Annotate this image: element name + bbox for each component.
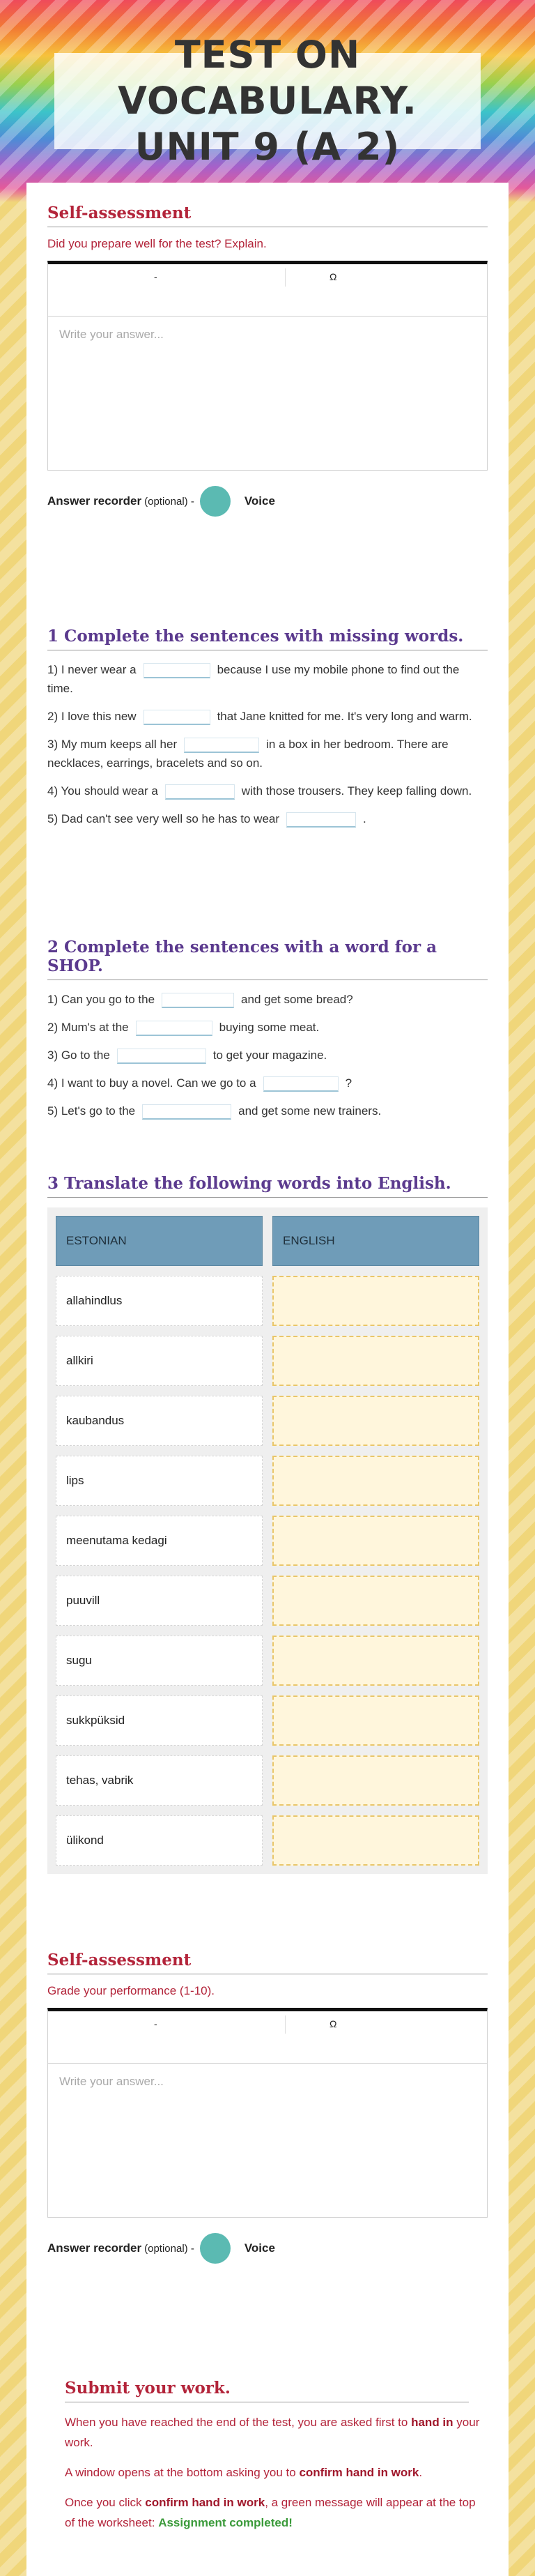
section-title: Self-assessment (47, 204, 488, 227)
english-answer-input[interactable] (272, 1336, 479, 1386)
answer-recorder (47, 2233, 488, 2264)
estonian-word: lips (56, 1456, 263, 1506)
sentence-text: and get some new trainers. (238, 1104, 382, 1118)
self-assessment-1 (47, 204, 488, 517)
header-banner (54, 33, 481, 169)
table-row (56, 1396, 479, 1446)
answer-textarea[interactable]: Write your answer... (59, 2075, 164, 2088)
answer-editor[interactable] (47, 2008, 488, 2218)
english-answer-input[interactable] (272, 1516, 479, 1566)
sentence-text: . (363, 812, 366, 825)
section-title: 1 Complete the sentences with missing words. (47, 627, 488, 650)
instruction-text: Once you click (65, 2496, 142, 2509)
title-line-2: UNIT 9 (A 2) (134, 125, 401, 169)
sentence-text: 3) My mum keeps all her (47, 738, 178, 751)
voice-label: Voice (244, 2241, 275, 2255)
table-row (56, 1276, 479, 1326)
section-title: Self-assessment (47, 1951, 488, 1974)
english-answer-input[interactable] (272, 1636, 479, 1686)
section-3 (47, 1174, 488, 1874)
editor-toolbar (48, 264, 487, 317)
table-row (56, 1516, 479, 1566)
estonian-word: allahindlus (56, 1276, 263, 1326)
sentence-text: and get some bread? (241, 993, 353, 1006)
blank-input[interactable] (263, 1076, 339, 1092)
title-line-1: TEST ON VOCABULARY. (118, 33, 417, 123)
table-row (56, 1456, 479, 1506)
section-2 (47, 938, 488, 1129)
english-answer-input[interactable] (272, 1276, 479, 1326)
toolbar-divider (285, 268, 286, 287)
special-characters-button[interactable]: Ω (329, 271, 337, 282)
sentence-text: 4) You should wear a (47, 784, 158, 798)
estonian-word: puuvill (56, 1576, 263, 1626)
estonian-word: sukkpüksid (56, 1695, 263, 1746)
sentence-item (47, 735, 488, 772)
blank-input[interactable] (162, 993, 234, 1008)
sentence-text: with those trousers. They keep falling down. (241, 784, 472, 798)
instruction-emphasis: confirm hand in work (299, 2466, 419, 2479)
instruction-text: . (419, 2466, 423, 2479)
section-title: 2 Complete the sentences with a word for a SHOP. (47, 938, 488, 980)
sentence-item (47, 1102, 488, 1120)
format-button[interactable]: - (154, 2018, 157, 2029)
sentence-item (47, 707, 488, 726)
sentence-text: in a box in her bedroom. There are necklaces, earrings, bracelets and so on. (47, 738, 449, 770)
estonian-word: tehas, vabrik (56, 1755, 263, 1806)
sentence-item (47, 1074, 488, 1092)
answer-recorder (47, 486, 488, 517)
answer-editor[interactable] (47, 261, 488, 471)
special-characters-button[interactable]: Ω (329, 2018, 337, 2029)
blank-input[interactable] (144, 710, 210, 725)
table-row (56, 1695, 479, 1746)
instruction-text: your work. (65, 2416, 480, 2449)
recorder-optional: (optional) - (144, 2242, 194, 2255)
voice-label: Voice (244, 494, 275, 508)
instruction-text: When you have reached the end of the test, you are asked first to (65, 2416, 408, 2429)
english-answer-input[interactable] (272, 1695, 479, 1746)
format-button[interactable]: - (154, 271, 157, 282)
english-answer-input[interactable] (272, 1456, 479, 1506)
blank-input[interactable] (117, 1049, 206, 1064)
table-header-row (56, 1216, 479, 1266)
estonian-word: sugu (56, 1636, 263, 1686)
table-row (56, 1576, 479, 1626)
submit-instructions (65, 2379, 505, 2543)
sentence-item (47, 1018, 488, 1037)
sentence-text: 4) I want to buy a novel. Can we go to a (47, 1076, 256, 1090)
page-title (54, 32, 481, 170)
recorder-label: Answer recorder (47, 494, 142, 508)
table-row (56, 1815, 479, 1866)
translation-table (47, 1207, 488, 1874)
sentence-text: 3) Go to the (47, 1049, 110, 1062)
sentence-item (47, 809, 488, 828)
recorder-label: Answer recorder (47, 2241, 142, 2255)
blank-input[interactable] (286, 812, 356, 828)
sentence-item (47, 782, 488, 800)
english-answer-input[interactable] (272, 1755, 479, 1806)
sentence-text: to get your magazine. (212, 1049, 327, 1062)
instruction-emphasis: hand in (411, 2416, 453, 2429)
instruction-text: A window opens at the bottom asking you to (65, 2466, 296, 2479)
section-title: Submit your work. (65, 2379, 469, 2402)
sentence-text: 2) Mum's at the (47, 1021, 129, 1034)
editor-toolbar (48, 2011, 487, 2064)
sentence-text: 5) Let's go to the (47, 1104, 136, 1118)
column-header-estonian: ESTONIAN (56, 1216, 263, 1266)
sentence-text: that Jane knitted for me. It's very long and warm. (217, 710, 472, 723)
sentence-text: 5) Dad can't see very well so he has to wear (47, 812, 280, 825)
sentence-text: 1) Can you go to the (47, 993, 155, 1006)
estonian-word: kaubandus (56, 1396, 263, 1446)
estonian-word: ülikond (56, 1815, 263, 1866)
table-row (56, 1636, 479, 1686)
sentence-text: buying some meat. (219, 1021, 320, 1034)
english-answer-input[interactable] (272, 1396, 479, 1446)
question-prompt: Did you prepare well for the test? Explain. (47, 237, 267, 250)
voice-record-button[interactable] (200, 2233, 231, 2264)
question-prompt: Grade your performance (1-10). (47, 1984, 215, 1997)
estonian-word: allkiri (56, 1336, 263, 1386)
sentence-item (47, 990, 488, 1009)
instruction-text: , a green message will appear at the top of the worksheet: (65, 2496, 476, 2529)
sentence-text: ? (345, 1076, 352, 1090)
toolbar-divider (285, 2015, 286, 2034)
voice-record-button[interactable] (200, 486, 231, 517)
blank-input[interactable] (165, 784, 235, 800)
table-row (56, 1755, 479, 1806)
section-1 (47, 627, 488, 837)
instruction-paragraph (65, 2492, 483, 2533)
estonian-word: meenutama kedagi (56, 1516, 263, 1566)
worksheet (26, 183, 509, 2576)
english-answer-input[interactable] (272, 1576, 479, 1626)
blank-input[interactable] (144, 663, 210, 678)
answer-textarea[interactable]: Write your answer... (59, 328, 164, 341)
sentence-text: 2) I love this new (47, 710, 137, 723)
sentence-text: because I use my mobile phone to find out the time. (47, 663, 460, 695)
sentence-text: 1) I never wear a (47, 663, 137, 676)
blank-input[interactable] (136, 1021, 212, 1036)
instruction-paragraph (65, 2462, 483, 2483)
recorder-optional: (optional) - (144, 495, 194, 508)
completion-message: Assignment completed! (158, 2516, 293, 2529)
column-header-english: ENGLISH (272, 1216, 479, 1266)
section-title: 3 Translate the following words into English. (47, 1174, 488, 1198)
blank-input[interactable] (142, 1104, 231, 1120)
sentence-item (47, 1046, 488, 1065)
instruction-emphasis: confirm hand in work (145, 2496, 265, 2509)
blank-input[interactable] (184, 738, 259, 753)
table-row (56, 1336, 479, 1386)
self-assessment-2 (47, 1951, 488, 2264)
instruction-paragraph (65, 2412, 483, 2453)
english-answer-input[interactable] (272, 1815, 479, 1866)
sentence-item (47, 660, 488, 698)
